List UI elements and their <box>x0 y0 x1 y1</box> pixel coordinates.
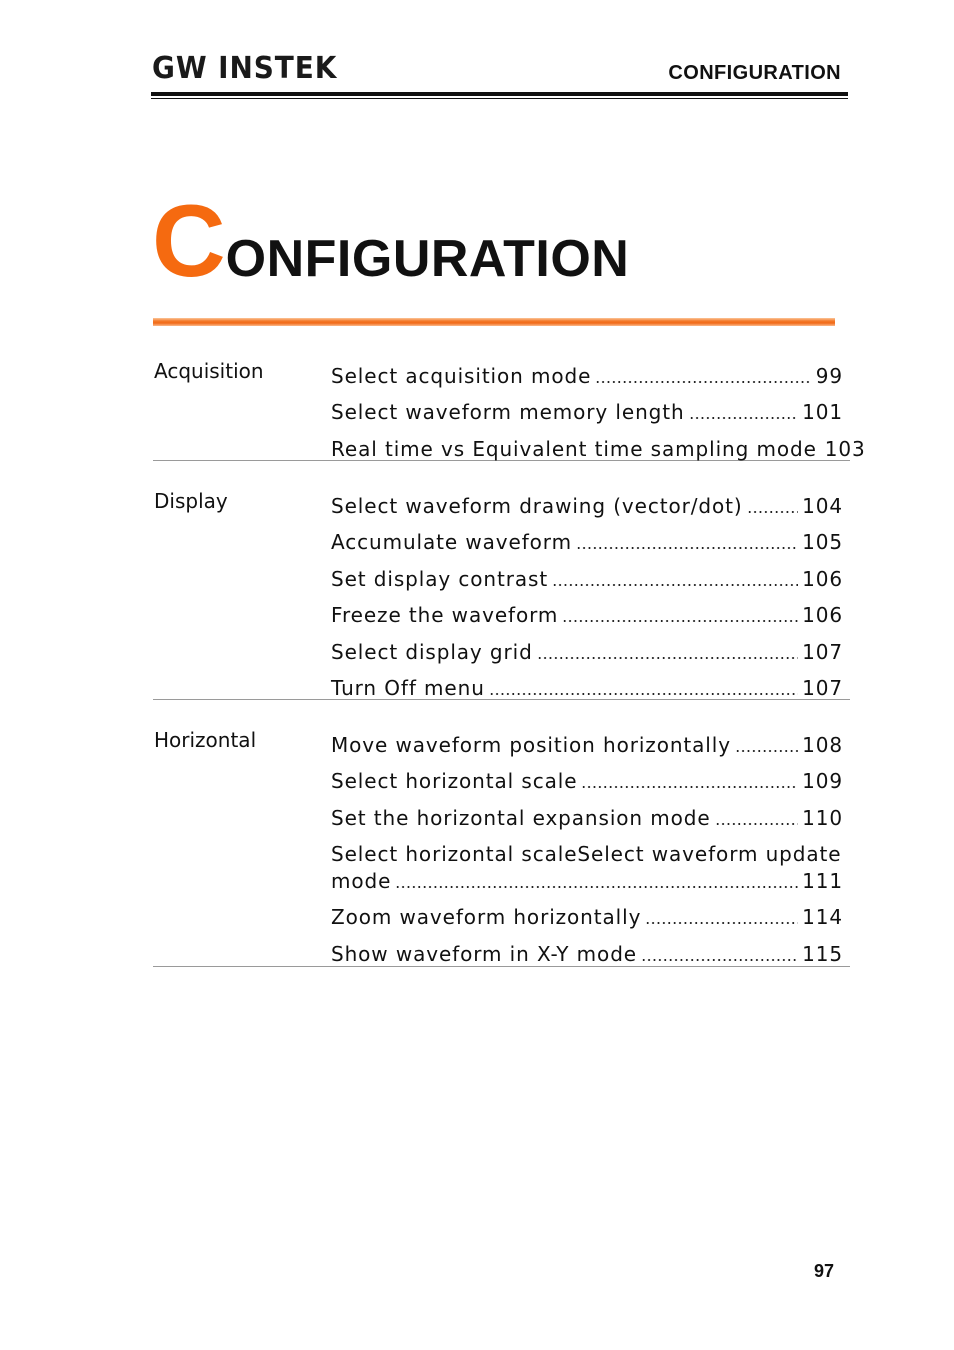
toc-entry[interactable] <box>331 352 843 389</box>
header-rule-thin <box>151 98 848 99</box>
toc-section-horizontal <box>153 721 850 967</box>
toc-entry-page: 101 <box>802 400 843 424</box>
toc-entry[interactable] <box>331 555 843 592</box>
toc-entry[interactable] <box>331 519 843 556</box>
dot-leader <box>735 750 798 752</box>
toc-entry[interactable] <box>331 721 843 758</box>
toc-entry-text: Set display contrast <box>331 566 549 591</box>
toc-entry-page: 110 <box>802 805 843 830</box>
section-label: Display <box>154 489 228 513</box>
toc-entry-text: Select waveform memory length <box>331 400 685 424</box>
toc-entry-text: Select acquisition mode <box>331 363 592 388</box>
dot-leader <box>537 657 798 659</box>
toc-entry-text: Set the horizontal expansion mode <box>331 805 711 830</box>
section-label: Acquisition <box>154 359 264 383</box>
toc-entry-page: 111 <box>802 868 843 893</box>
dot-leader <box>552 584 798 586</box>
section-label: Horizontal <box>154 728 257 752</box>
dot-leader <box>576 547 798 549</box>
toc-entry-page: 105 <box>802 530 843 554</box>
toc-entry-text: Select horizontal scaleSelect waveform update <box>331 841 842 866</box>
toc-entry-text: Real time vs Equivalent time sampling mode <box>331 436 817 461</box>
dot-leader <box>641 959 798 961</box>
toc-entry-page: 99 <box>815 363 843 388</box>
toc-entry[interactable] <box>331 665 843 702</box>
dot-leader <box>581 786 798 788</box>
toc-entry-text-cont: mode <box>331 868 392 893</box>
toc-section-display <box>153 482 850 700</box>
header-section-title: CONFIGURATION <box>668 62 841 84</box>
toc-entry-text: Move waveform position horizontally <box>331 732 731 757</box>
toc-entry-page: 114 <box>802 905 843 929</box>
toc-entry-page: 108 <box>802 732 843 757</box>
toc-entry[interactable] <box>331 482 843 519</box>
toc-entry-text: Select horizontal scale <box>331 769 578 793</box>
toc-entry-text: Accumulate waveform <box>331 530 572 554</box>
chapter-title-rest: ONFIGURATION <box>225 230 630 288</box>
dot-leader <box>747 511 799 513</box>
gw-instek-logo: GW INSTEK <box>152 51 338 86</box>
dot-leader <box>489 693 798 695</box>
toc-entry[interactable] <box>331 930 843 967</box>
dot-leader <box>562 620 798 622</box>
toc-entry[interactable] <box>331 831 843 894</box>
dot-leader <box>595 381 811 383</box>
toc-entry-page: 107 <box>802 676 843 700</box>
chapter-title-rule <box>153 318 835 326</box>
dot-leader <box>395 886 798 888</box>
toc-entry-line2 <box>331 867 843 894</box>
dot-leader <box>645 922 798 924</box>
toc-entry-page: 106 <box>802 603 843 627</box>
toc-entry[interactable] <box>331 592 843 629</box>
chapter-title-initial: C <box>152 184 226 298</box>
page-number: 97 <box>813 1261 834 1281</box>
toc-entry-text: Select waveform drawing (vector/dot) <box>331 493 743 518</box>
toc-entry-text: Turn Off menu <box>331 676 485 700</box>
toc-entries <box>331 352 866 462</box>
toc-entry-page: 109 <box>802 769 843 793</box>
header-rule <box>151 92 848 96</box>
toc-entry-page: 107 <box>802 639 843 664</box>
toc-entries <box>331 721 843 967</box>
toc-entry-page: 104 <box>802 493 843 518</box>
toc-entry-text: Select display grid <box>331 639 533 664</box>
toc-entry-text: Show waveform in X-Y mode <box>331 941 637 966</box>
toc-entry-page: 106 <box>802 566 843 591</box>
toc-entry[interactable] <box>331 794 843 831</box>
toc-entry[interactable] <box>331 758 843 795</box>
dot-leader <box>715 823 799 825</box>
toc-section-acquisition <box>153 352 866 461</box>
toc-entry-text: Zoom waveform horizontally <box>331 905 642 929</box>
toc-entry-page: 103 <box>824 436 866 461</box>
toc-entry[interactable] <box>331 425 866 462</box>
toc-entry[interactable] <box>331 894 843 931</box>
toc-entry-text: Freeze the waveform <box>331 603 559 627</box>
chapter-title <box>152 184 630 298</box>
toc-entry[interactable] <box>331 628 843 665</box>
dot-leader <box>689 417 799 419</box>
toc-entry-page: 115 <box>802 941 843 966</box>
toc-entries <box>331 482 843 701</box>
toc-entry[interactable] <box>331 389 843 426</box>
